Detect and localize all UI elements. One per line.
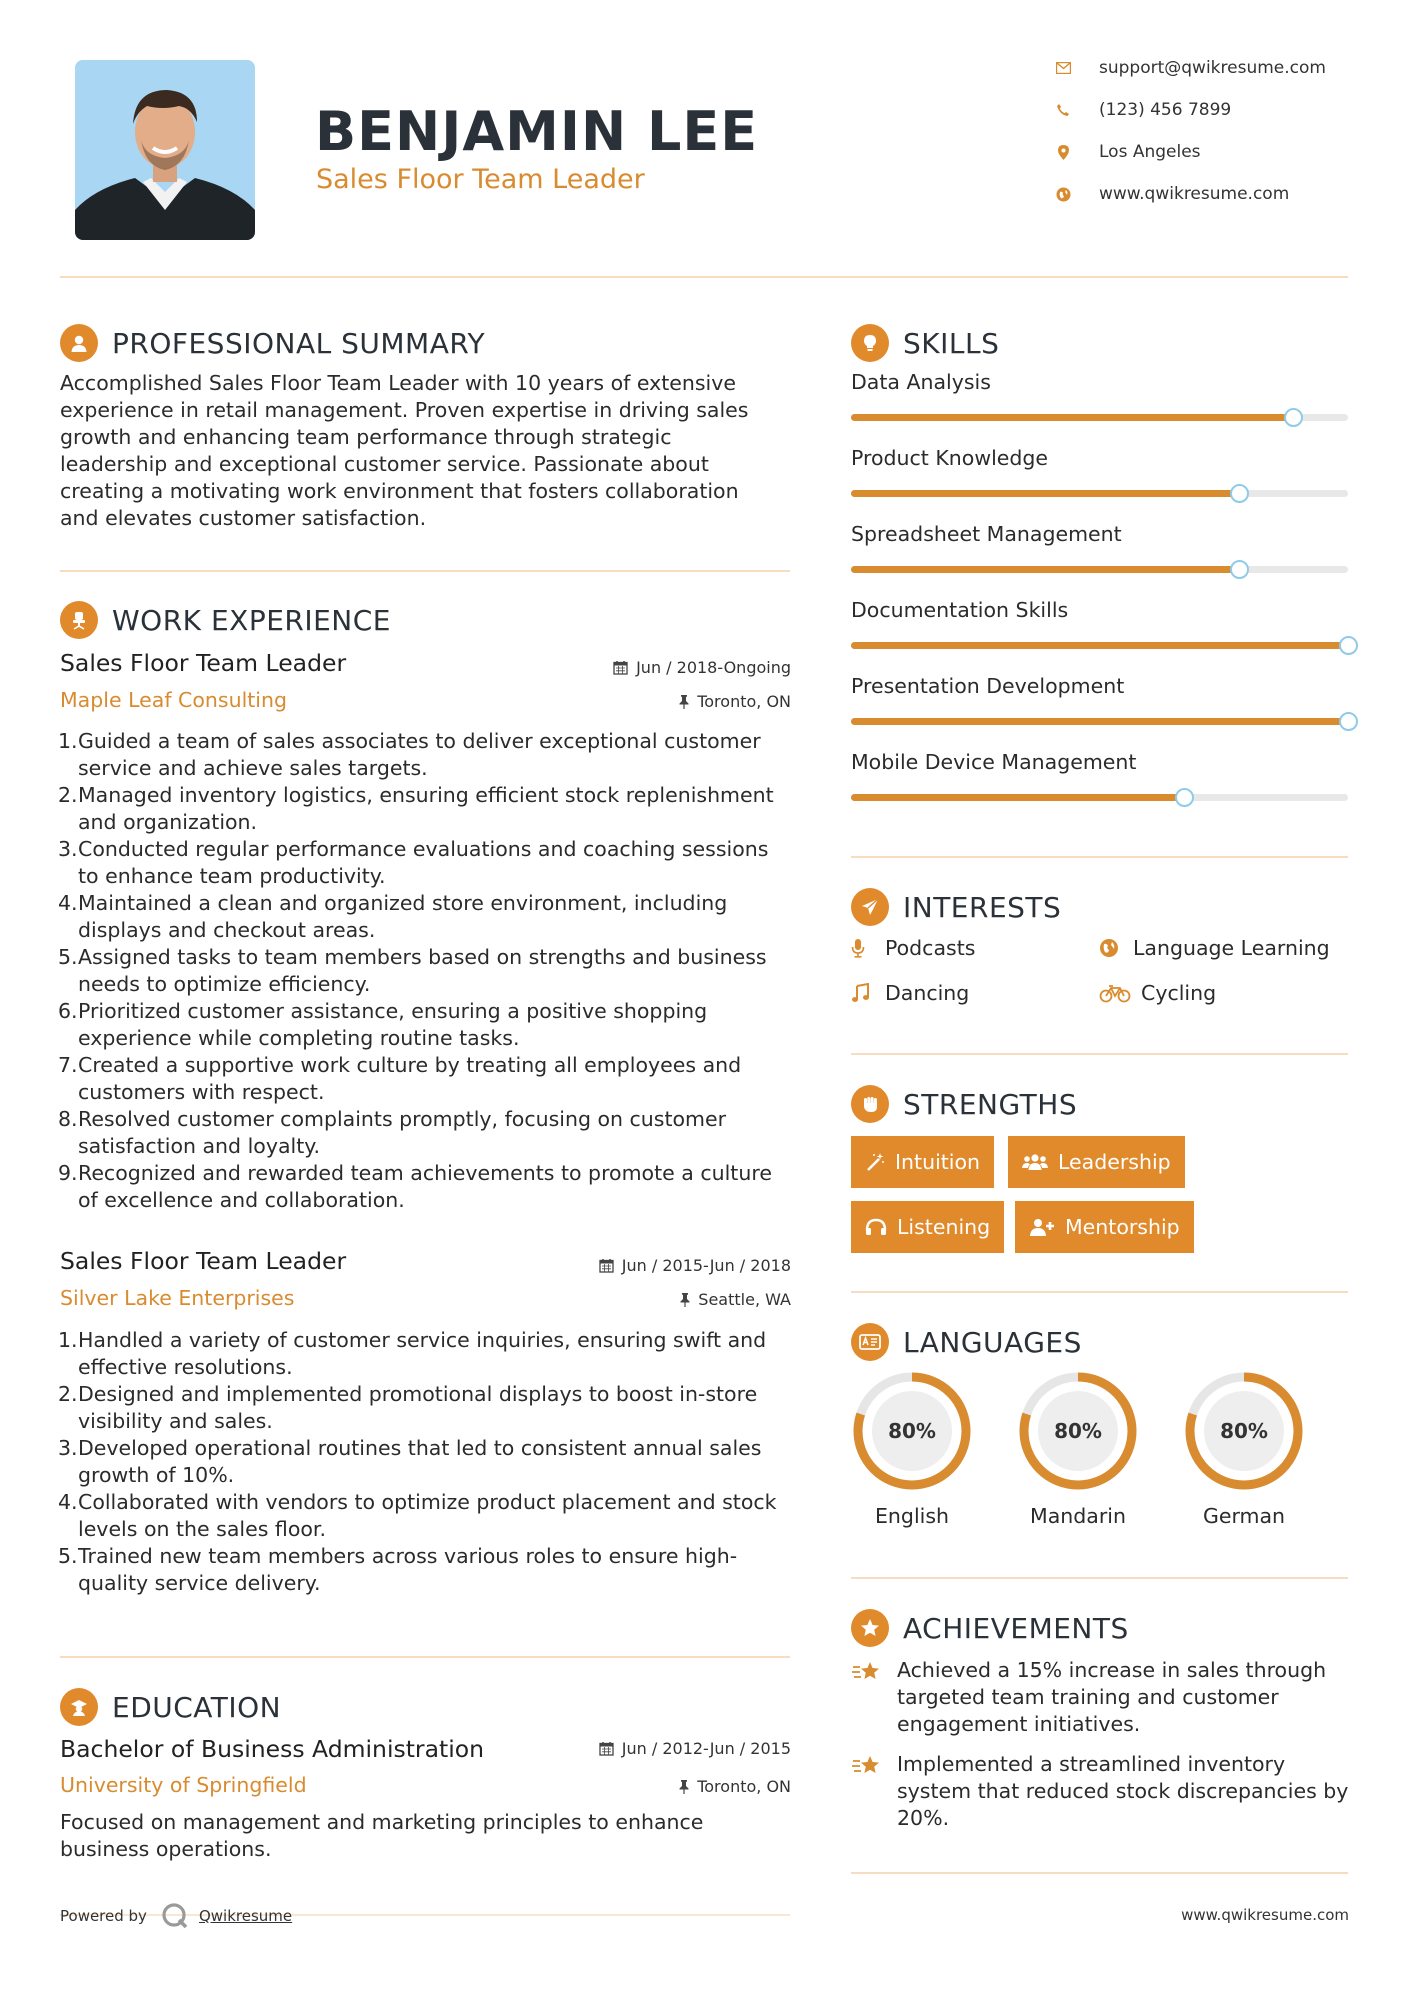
contact-email-text: support@qwikresume.com <box>1099 58 1326 78</box>
users-icon <box>1022 1152 1048 1172</box>
contact-website-text: www.qwikresume.com <box>1099 184 1290 204</box>
list-item: 7. Created a supportive work culture by treating all employees and customers with respect. <box>58 1053 742 1104</box>
strength-mentorship: Mentorship <box>1015 1201 1194 1253</box>
skill-level-bar <box>851 642 1348 649</box>
education-location: Toronto, ON <box>679 1777 791 1796</box>
candidate-title: Sales Floor Team Leader <box>316 164 645 195</box>
phone-icon <box>1055 102 1071 118</box>
user-icon <box>60 324 98 362</box>
list-item: 3. Developed operational routines that led to consistent annual sales growth of 10%. <box>58 1436 762 1487</box>
skill-level-bar <box>851 414 1348 421</box>
skill-level-knob <box>1339 712 1358 731</box>
music-icon <box>851 983 877 1003</box>
language-percent: 80% <box>1054 1419 1102 1443</box>
job-2-company: Silver Lake Enterprises <box>60 1286 295 1310</box>
list-item: 4. Collaborated with vendors to optimize product placement and stock levels on the sales floor. <box>58 1490 777 1541</box>
lightbulb-icon <box>851 324 889 362</box>
interest-dancing: Dancing <box>851 981 969 1005</box>
calendar-icon <box>613 660 628 675</box>
map-pin-icon <box>1055 144 1071 160</box>
list-item: 6. Prioritized customer assistance, ensuring a positive shopping experience while completing routine tasks. <box>58 999 708 1050</box>
education-text: Focused on management and marketing principles to enhance business operations. <box>60 1810 704 1861</box>
skill-label: Product Knowledge <box>851 446 1049 470</box>
skills-heading: SKILLS <box>851 324 999 362</box>
language-percent: 80% <box>1220 1419 1268 1443</box>
interests-heading: INTERESTS <box>851 888 1061 926</box>
list-item: 9. Recognized and rewarded team achievements to promote a culture of excellence and collaboration. <box>58 1161 772 1212</box>
skill-level-fill <box>851 794 1184 801</box>
pushpin-icon <box>680 1293 690 1307</box>
contact-email[interactable] <box>1055 58 1326 78</box>
calendar-icon <box>599 1741 614 1756</box>
language-percent: 80% <box>888 1419 936 1443</box>
language-name: Mandarin <box>1030 1504 1126 1528</box>
strength-leadership: Leadership <box>1008 1136 1185 1188</box>
skill-level-bar <box>851 718 1348 725</box>
interest-cycling: Cycling <box>1099 981 1216 1005</box>
pushpin-icon <box>679 1780 689 1794</box>
education-school: University of Springfield <box>60 1773 307 1797</box>
skill-level-fill <box>851 642 1348 649</box>
star-icon <box>851 1609 889 1647</box>
calendar-icon <box>599 1258 614 1273</box>
experience-heading: WORK EXPERIENCE <box>60 601 391 639</box>
list-item: 4. Maintained a clean and organized store environment, including displays and checkout areas. <box>58 891 728 942</box>
strength-intuition: Intuition <box>851 1136 994 1188</box>
job-1-title: Sales Floor Team Leader <box>60 649 347 677</box>
achievement-item-2: Implemented a streamlined inventory system that reduced stock discrepancies by 20%. <box>851 1751 1351 1832</box>
skill-level-fill <box>851 718 1348 725</box>
language-ring <box>851 1370 973 1492</box>
footer-powered-by: Powered by Qwikresume <box>60 1902 292 1930</box>
bicycle-icon <box>1099 983 1133 1003</box>
list-item: 1. Handled a variety of customer service inquiries, ensuring swift and effective resolutions. <box>58 1328 767 1379</box>
globe-icon <box>1055 186 1071 202</box>
microphone-icon <box>851 938 877 958</box>
language-name: English <box>874 1504 950 1528</box>
job-1-dates: Jun / 2018-Ongoing <box>613 658 791 677</box>
skill-level-bar <box>851 566 1348 573</box>
language-card-icon <box>851 1323 889 1361</box>
achievements-divider <box>851 1872 1348 1874</box>
skill-label: Spreadsheet Management <box>851 522 1122 546</box>
strengths-divider <box>851 1291 1348 1293</box>
language-ring <box>1017 1370 1139 1492</box>
job-2-title: Sales Floor Team Leader <box>60 1247 347 1275</box>
contact-website[interactable] <box>1055 184 1289 204</box>
job-2-duties <box>60 1327 790 1597</box>
list-item: 1. Guided a team of sales associates to deliver exceptional customer service and achieve sales targets. <box>58 729 761 780</box>
achievement-item-1: Achieved a 15% increase in sales through targeted team training and customer engagement initiatives. <box>851 1657 1351 1738</box>
interest-language-learning: Language Learning <box>1099 936 1330 960</box>
magic-wand-icon <box>865 1152 885 1172</box>
list-item: 5. Assigned tasks to team members based on strengths and business needs to optimize efficiency. <box>58 945 767 996</box>
profile-photo <box>75 60 255 240</box>
skill-level-bar <box>851 794 1348 801</box>
summary-text: Accomplished Sales Floor Team Leader with 10 years of extensive experience in retail management. Proven expertise in driving sales growth and enhancing team performance through strategic leadership and exceptional customer service. Passionate about creating a motivating work environment that fosters collaboration and elevates customer satisfaction. <box>60 371 749 530</box>
fist-icon <box>851 1085 889 1123</box>
job-2-location: Seattle, WA <box>680 1290 791 1309</box>
header-divider <box>60 276 1348 278</box>
candidate-name: BENJAMIN LEE <box>315 100 759 163</box>
interests-divider <box>851 1053 1348 1055</box>
education-degree: Bachelor of Business Administration <box>60 1735 485 1763</box>
skill-label: Mobile Device Management <box>851 750 1137 774</box>
contact-location-text: Los Angeles <box>1099 142 1201 162</box>
experience-divider <box>60 1656 790 1658</box>
languages-heading: LANGUAGES <box>851 1323 1082 1361</box>
skill-level-knob <box>1339 636 1358 655</box>
contact-location <box>1055 142 1201 162</box>
language-name: German <box>1202 1504 1286 1528</box>
footer-website[interactable]: www.qwikresume.com <box>1181 1906 1349 1924</box>
interest-podcasts: Podcasts <box>851 936 975 960</box>
star-shooting-icon <box>851 1751 897 1832</box>
job-1-duties <box>60 728 790 1214</box>
strength-listening: Listening <box>851 1201 1004 1253</box>
language-ring <box>1183 1370 1305 1492</box>
list-item: 2. Managed inventory logistics, ensuring efficient stock replenishment and organization. <box>58 783 774 834</box>
office-chair-icon <box>60 601 98 639</box>
contact-phone[interactable] <box>1055 100 1231 120</box>
achievements-heading: ACHIEVEMENTS <box>851 1609 1129 1647</box>
qwikresume-logo-icon <box>161 1902 189 1930</box>
list-item: 5. Trained new team members across various roles to ensure high-quality service delivery. <box>58 1544 738 1595</box>
job-1-location: Toronto, ON <box>679 692 791 711</box>
skill-level-knob <box>1284 408 1303 427</box>
skill-level-fill <box>851 490 1239 497</box>
skill-level-fill <box>851 414 1293 421</box>
graduate-icon <box>60 1688 98 1726</box>
footer-brand-link[interactable]: Qwikresume <box>198 1907 293 1925</box>
summary-heading: PROFESSIONAL SUMMARY <box>60 324 485 362</box>
list-item: 8. Resolved customer complaints promptly, focusing on customer satisfaction and loyalty. <box>58 1107 727 1158</box>
skill-level-fill <box>851 566 1239 573</box>
job-1-company: Maple Leaf Consulting <box>60 688 288 712</box>
education-dates: Jun / 2012-Jun / 2015 <box>599 1739 791 1758</box>
contact-phone-text: (123) 456 7899 <box>1099 100 1232 120</box>
list-item: 3. Conducted regular performance evaluations and coaching sessions to enhance team productivity. <box>58 837 769 888</box>
strengths-heading: STRENGTHS <box>851 1085 1077 1123</box>
skill-level-bar <box>851 490 1348 497</box>
languages-divider <box>851 1577 1348 1579</box>
skill-label: Presentation Development <box>851 674 1125 698</box>
user-plus-icon <box>1029 1217 1055 1237</box>
skills-divider <box>851 856 1348 858</box>
skill-label: Data Analysis <box>851 370 991 394</box>
skill-level-knob <box>1230 560 1249 579</box>
job-2-dates: Jun / 2015-Jun / 2018 <box>599 1256 791 1275</box>
skill-level-knob <box>1175 788 1194 807</box>
paper-plane-icon <box>851 888 889 926</box>
star-shooting-icon <box>851 1657 897 1738</box>
headphones-icon <box>865 1217 887 1237</box>
pushpin-icon <box>679 695 689 709</box>
skill-label: Documentation Skills <box>851 598 1069 622</box>
globe-icon <box>1099 938 1125 958</box>
education-heading: EDUCATION <box>60 1688 281 1726</box>
summary-divider <box>60 570 790 572</box>
envelope-icon <box>1055 60 1071 76</box>
list-item: 2. Designed and implemented promotional displays to boost in-store visibility and sales. <box>58 1382 758 1433</box>
skill-level-knob <box>1230 484 1249 503</box>
